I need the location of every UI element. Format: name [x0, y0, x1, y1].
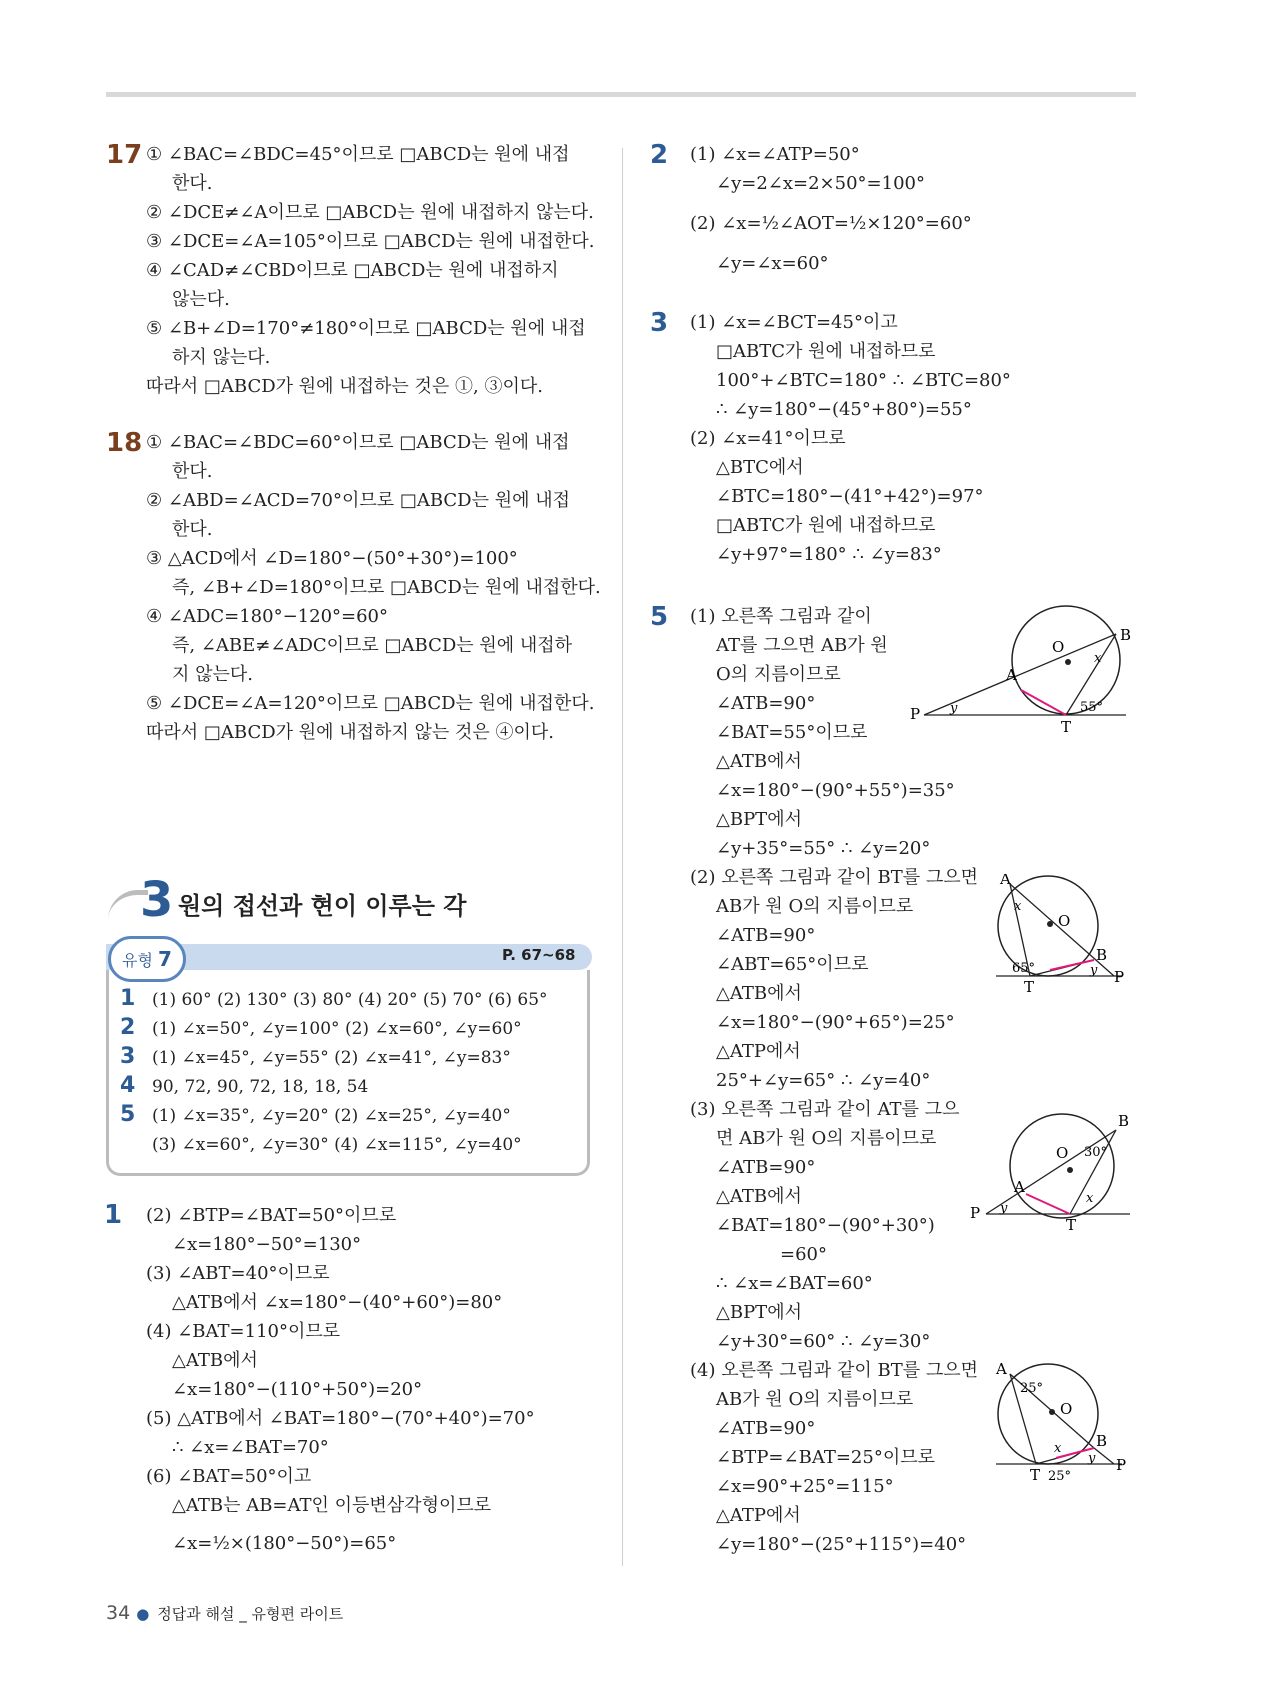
fig2-label-x: x: [1014, 899, 1022, 914]
answer-number: 4: [120, 1073, 136, 1098]
p1-line: △ATB에서: [172, 1350, 258, 1371]
p18-line: 지 않는다.: [172, 664, 253, 685]
fig1-label-T: T: [1061, 718, 1072, 732]
p17-line: ④ ∠CAD≠∠CBD이므로 □ABCD는 원에 내접하지: [146, 260, 559, 281]
answer-number: 2: [120, 1015, 136, 1040]
fig1-label-P: P: [910, 705, 921, 723]
problem-number-18: 18: [106, 428, 143, 458]
p3-line: ∠y+97°=180° ∴ ∠y=83°: [716, 544, 942, 565]
p3-line: □ABTC가 원에 내접하므로: [716, 341, 936, 362]
problem-number-5: 5: [650, 602, 669, 632]
p3-line: (2) ∠x=41°이므로: [690, 428, 846, 449]
p5-line: ∠ATB=90°: [716, 693, 816, 714]
p1-line: △ATB는 AB=AT인 이등변삼각형이므로: [172, 1495, 492, 1516]
p1-line: (6) ∠BAT=50°이고: [146, 1466, 312, 1487]
fig3-label-T: T: [1066, 1216, 1077, 1232]
p1-line: (2) ∠BTP=∠BAT=50°이므로: [146, 1205, 397, 1226]
p17-line: 하지 않는다.: [172, 347, 271, 368]
p5-line: ∠y+30°=60° ∴ ∠y=30°: [716, 1331, 931, 1352]
p5-line: ∠BTP=∠BAT=25°이므로: [716, 1447, 935, 1468]
p1-line: ∴ ∠x=∠BAT=70°: [172, 1437, 329, 1458]
p18-line: 즉, ∠ABE≠∠ADC이므로 □ABCD는 원에 내접하: [172, 635, 573, 656]
footer-text: 정답과 해설 _ 유형편 라이트: [157, 1605, 344, 1623]
fig4-label-O: O: [1060, 1400, 1073, 1418]
p17-line: ③ ∠DCE=∠A=105°이므로 □ABCD는 원에 내접한다.: [146, 231, 595, 252]
p17-line: ② ∠DCE≠∠A이므로 □ABCD는 원에 내접하지 않는다.: [146, 202, 594, 223]
top-rule: [106, 92, 1136, 97]
fig4-label-T: T: [1030, 1466, 1041, 1482]
p1-line: (5) △ATB에서 ∠BAT=180°−(70°+40°)=70°: [146, 1408, 535, 1429]
problem-number-3: 3: [650, 308, 669, 338]
p1-line: ∠x=½×(180°−50°)=65°: [172, 1533, 397, 1554]
p1-line: ∠x=180°−(110°+50°)=20°: [172, 1379, 423, 1400]
section-title: 원의 접선과 현이 이루는 각: [178, 892, 467, 920]
p5-line: 25°+∠y=65° ∴ ∠y=40°: [716, 1070, 931, 1091]
fig3-label-y: y: [1000, 1201, 1008, 1216]
p18-line: ② ∠ABD=∠ACD=70°이므로 □ABCD는 원에 내접: [146, 490, 570, 511]
p5-line: (4) 오른쪽 그림과 같이 BT를 그으면: [690, 1360, 978, 1381]
p5-line: △ATP에서: [716, 1505, 801, 1526]
answer-row: (1) 60° (2) 130° (3) 80° (4) 20° (5) 70° (6) 65°: [152, 990, 548, 1010]
p1-line: (3) ∠ABT=40°이므로: [146, 1263, 330, 1284]
answer-number: 5: [120, 1102, 136, 1127]
fig3-label-P: P: [970, 1204, 981, 1222]
fig2-label-O: O: [1058, 912, 1071, 930]
p3-line: □ABTC가 원에 내접하므로: [716, 515, 936, 536]
p18-line: ③ △ACD에서 ∠D=180°−(50°+30°)=100°: [146, 548, 518, 569]
fig3-label-A: A: [1014, 1178, 1025, 1196]
p5-line: =60°: [780, 1244, 827, 1265]
type-pages: P. 67~68: [502, 946, 576, 964]
p3-line: (1) ∠x=∠BCT=45°이고: [690, 312, 898, 333]
figure-5-3: [966, 1108, 1136, 1232]
p18-line: ① ∠BAC=∠BDC=60°이므로 □ABCD는 원에 내접: [146, 432, 570, 453]
p2-line: ∠y=∠x=60°: [716, 253, 829, 274]
fig2-label-B: B: [1096, 946, 1108, 964]
fig4-label-A: A: [996, 1362, 1007, 1378]
p5-line: ∠BAT=55°이므로: [716, 722, 868, 743]
p18-conclusion: 따라서 □ABCD가 원에 내접하지 않는 것은 ④이다.: [146, 722, 555, 743]
p5-line: △BPT에서: [716, 809, 802, 830]
answer-row: (1) ∠x=35°, ∠y=20° (2) ∠x=25°, ∠y=40°: [152, 1106, 511, 1126]
p18-line: 한다.: [172, 519, 213, 540]
p5-line: ∠BAT=180°−(90°+30°): [716, 1215, 935, 1236]
fig3-label-B: B: [1118, 1112, 1130, 1130]
p2-line: (2) ∠x=½∠AOT=½×120°=60°: [690, 213, 972, 234]
page-footer: [106, 1602, 343, 1624]
fig1-label-x: x: [1094, 651, 1102, 666]
p17-line: 않는다.: [172, 289, 230, 310]
problem-number-2: 2: [650, 140, 669, 170]
p5-line: ∠ATB=90°: [716, 925, 816, 946]
p5-line: △ATB에서: [716, 983, 802, 1004]
fig4-angle-a: 25°: [1020, 1381, 1044, 1396]
p5-line: ∠ATB=90°: [716, 1418, 816, 1439]
answer-row: (3) ∠x=60°, ∠y=30° (4) ∠x=115°, ∠y=40°: [152, 1135, 522, 1155]
p18-line: 한다.: [172, 461, 213, 482]
p5-line: ∠x=180°−(90°+65°)=25°: [716, 1012, 955, 1033]
p5-line: ∠ABT=65°이므로: [716, 954, 869, 975]
p5-line: △BPT에서: [716, 1302, 802, 1323]
p18-line: ④ ∠ADC=180°−120°=60°: [146, 606, 389, 627]
p5-line: AT를 그으면 AB가 원: [716, 635, 888, 656]
fig4-angle-t: 25°: [1048, 1469, 1072, 1482]
p5-line: ∴ ∠x=∠BAT=60°: [716, 1273, 873, 1294]
fig1-label-B: B: [1120, 626, 1132, 644]
p5-line: ∠y+35°=55° ∴ ∠y=20°: [716, 838, 931, 859]
problem-number-17: 17: [106, 140, 143, 170]
p5-line: O의 지름이므로: [716, 664, 841, 685]
p3-line: △BTC에서: [716, 457, 804, 478]
figure-5-4: [990, 1362, 1130, 1482]
p5-line: ∠x=90°+25°=115°: [716, 1476, 894, 1497]
p1-line: ∠x=180°−50°=130°: [172, 1234, 362, 1255]
answer-row: (1) ∠x=50°, ∠y=100° (2) ∠x=60°, ∠y=60°: [152, 1019, 522, 1039]
p5-line: (3) 오른쪽 그림과 같이 AT를 그으: [690, 1099, 960, 1120]
footer-bullet-icon: ●: [136, 1605, 150, 1623]
p5-line: △ATB에서: [716, 1186, 802, 1207]
fig2-angle: 65°: [1012, 961, 1036, 976]
p2-line: ∠y=2∠x=2×50°=100°: [716, 173, 925, 194]
p17-conclusion: 따라서 □ABCD가 원에 내접하는 것은 ①, ③이다.: [146, 376, 543, 397]
fig3-angle: 30°: [1084, 1145, 1108, 1160]
p1-line: △ATB에서 ∠x=180°−(40°+60°)=80°: [172, 1292, 503, 1313]
p5-line: ∠ATB=90°: [716, 1157, 816, 1178]
p17-line: ① ∠BAC=∠BDC=45°이므로 □ABCD는 원에 내접: [146, 144, 570, 165]
p5-line: ∠y=180°−(25°+115°)=40°: [716, 1534, 967, 1555]
fig2-label-y: y: [1090, 963, 1098, 978]
fig2-label-T: T: [1024, 978, 1035, 994]
fig1-label-O: O: [1052, 638, 1065, 656]
fig1-label-A: A: [1006, 666, 1017, 684]
answer-number: 1: [120, 986, 136, 1011]
p5-line: △ATP에서: [716, 1041, 801, 1062]
fig4-label-x: x: [1054, 1441, 1062, 1456]
p5-line: 면 AB가 원 O의 지름이므로: [716, 1128, 937, 1149]
problem-number-1: 1: [104, 1200, 123, 1230]
p5-line: ∠x=180°−(90°+55°)=35°: [716, 780, 955, 801]
figure-5-2: [990, 874, 1130, 994]
p18-line: 즉, ∠B+∠D=180°이므로 □ABCD는 원에 내접한다.: [172, 577, 601, 598]
p5-line: △ATB에서: [716, 751, 802, 772]
column-divider: [622, 148, 623, 1566]
p5-line: AB가 원 O의 지름이므로: [716, 896, 914, 917]
p17-line: 한다.: [172, 173, 213, 194]
p3-line: ∴ ∠y=180°−(45°+80°)=55°: [716, 399, 972, 420]
section-number: 3: [140, 872, 174, 928]
fig2-label-A: A: [1000, 874, 1011, 888]
p5-line: AB가 원 O의 지름이므로: [716, 1389, 914, 1410]
p18-line: ⑤ ∠DCE=∠A=120°이므로 □ABCD는 원에 내접한다.: [146, 693, 595, 714]
fig2-label-P: P: [1114, 968, 1125, 986]
answer-number: 3: [120, 1044, 136, 1069]
figure-5-1: [906, 600, 1136, 732]
fig1-angle: 55°: [1080, 700, 1104, 715]
page-number: 34: [106, 1602, 131, 1624]
p2-line: (1) ∠x=∠ATP=50°: [690, 144, 860, 165]
type-number: 7: [158, 947, 172, 971]
p5-line: (1) 오른쪽 그림과 같이: [690, 606, 872, 627]
p3-line: ∠BTC=180°−(41°+42°)=97°: [716, 486, 984, 507]
answer-row: (1) ∠x=45°, ∠y=55° (2) ∠x=41°, ∠y=83°: [152, 1048, 511, 1068]
fig1-label-y: y: [950, 701, 958, 716]
fig4-label-P: P: [1116, 1456, 1127, 1474]
answer-row: 90, 72, 90, 72, 18, 18, 54: [152, 1077, 369, 1097]
fig3-label-O: O: [1056, 1144, 1069, 1162]
p1-line: (4) ∠BAT=110°이므로: [146, 1321, 341, 1342]
type-label: 유형: [122, 951, 153, 970]
p17-line: ⑤ ∠B+∠D=170°≠180°이므로 □ABCD는 원에 내접: [146, 318, 586, 339]
fig4-label-y: y: [1088, 1451, 1096, 1466]
p3-line: 100°+∠BTC=180° ∴ ∠BTC=80°: [716, 370, 1011, 391]
p5-line: (2) 오른쪽 그림과 같이 BT를 그으면: [690, 867, 978, 888]
fig4-label-B: B: [1096, 1432, 1108, 1450]
fig3-label-x: x: [1086, 1191, 1094, 1206]
